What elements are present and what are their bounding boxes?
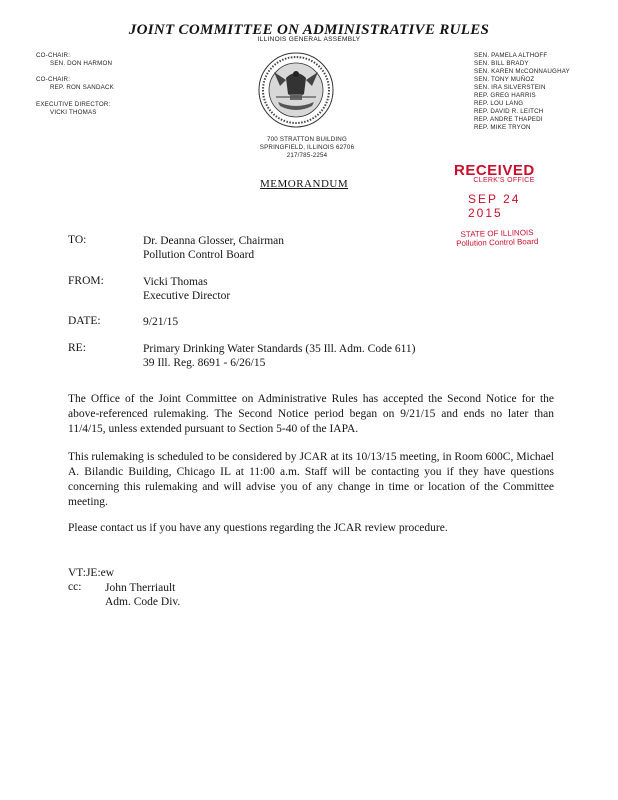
- memorandum-heading: MEMORANDUM: [260, 178, 349, 190]
- state-stamp-line-1: STATE OF ILLINOIS: [460, 228, 534, 239]
- body-paragraph-1: The Office of the Joint Committee on Administrative Rules has accepted the Second Notice for the above-referenced rulemaking. The Second Notice period began on 9/21/15 and ends no later than 11/4/15, unless extended pursuant to Section 5-40 of the IAPA.: [68, 393, 554, 435]
- co-chair-1-label: CO-CHAIR:: [36, 52, 71, 59]
- re-value: [143, 342, 415, 370]
- date-label: DATE:: [68, 315, 101, 327]
- received-label: RECEIVED: [454, 162, 535, 179]
- phone-number: 217/785-2254: [286, 152, 328, 159]
- body-paragraph-3: Please contact us if you have any questions regarding the JCAR review procedure.: [68, 522, 448, 534]
- address-line-1: 700 STRATTON BUILDING: [267, 136, 347, 143]
- member-item: SEN. IRA SILVERSTEIN: [474, 84, 546, 91]
- cc-list: [105, 581, 180, 609]
- member-item: REP. GREG HARRIS: [474, 92, 536, 99]
- clerks-office-label: CLERK'S OFFICE: [473, 177, 535, 184]
- committee-title: JOINT COMMITTEE ON ADMINISTRATIVE RULES: [128, 22, 490, 38]
- executive-director-label: EXECUTIVE DIRECTOR:: [36, 101, 111, 108]
- address-line-2: SPRINGFIELD, ILLINOIS 62706: [259, 144, 355, 151]
- re-label: RE:: [68, 342, 86, 354]
- member-item: SEN. TONY MUÑOZ: [474, 76, 535, 83]
- to-line-2: Pollution Control Board: [143, 249, 255, 261]
- member-item: REP. MIKE TRYON: [474, 124, 531, 131]
- to-line-1: Dr. Deanna Glosser, Chairman: [143, 235, 285, 247]
- state-seal-icon: [256, 50, 336, 130]
- co-chair-1-name: SEN. DON HARMON: [50, 60, 113, 67]
- from-value: [143, 275, 230, 303]
- committee-subtitle: ILLINOIS GENERAL ASSEMBLY: [257, 36, 361, 43]
- from-line-2: Executive Director: [143, 290, 231, 302]
- from-label: FROM:: [68, 275, 104, 287]
- state-stamp: [456, 228, 539, 248]
- member-item: SEN. KAREN McCONNAUGHAY: [474, 68, 570, 75]
- state-stamp-line-2: Pollution Control Board: [456, 236, 539, 249]
- member-item: REP. LOU LANG: [474, 100, 524, 107]
- cc-label: cc:: [68, 581, 82, 593]
- cc-recipient: John Therriault: [105, 582, 176, 594]
- re-line-1: Primary Drinking Water Standards (35 Ill. Adm. Code 611): [143, 343, 416, 355]
- date-value: 9/21/15: [143, 316, 179, 328]
- member-item: REP. ANDRE THAPEDI: [474, 116, 543, 123]
- body-paragraph-2: This rulemaking is scheduled to be considered by JCAR at its 10/13/15 meeting, in Room 600C, Michael A. Bilandic Building, Chicago IL at 11:00 a.m. Staff will be contacting you if they have questions concerning this rulemaking and will advise you of any change in time or location of the Committee meeting.: [68, 451, 554, 508]
- member-item: SEN. PAMELA ALTHOFF: [474, 52, 548, 59]
- executive-director-name: VICKI THOMAS: [50, 109, 97, 116]
- received-stamp: [454, 162, 554, 220]
- member-item: REP. DAVID R. LEITCH: [474, 108, 544, 115]
- address-block: [248, 136, 366, 160]
- member-item: SEN. BILL BRADY: [474, 60, 529, 67]
- re-line-2: 39 Ill. Reg. 8691 - 6/26/15: [143, 357, 266, 369]
- to-value: [143, 234, 284, 262]
- co-chair-2-name: REP. RON SANDACK: [50, 84, 114, 91]
- cc-recipient: Adm. Code Div.: [105, 596, 181, 608]
- typist-initials: VT:JE:ew: [68, 567, 115, 579]
- stamp-date: SEP 24 2015: [468, 192, 521, 220]
- members-list: [474, 52, 570, 132]
- co-chair-2-label: CO-CHAIR:: [36, 76, 71, 83]
- to-label: TO:: [68, 234, 87, 246]
- from-line-1: Vicki Thomas: [143, 276, 208, 288]
